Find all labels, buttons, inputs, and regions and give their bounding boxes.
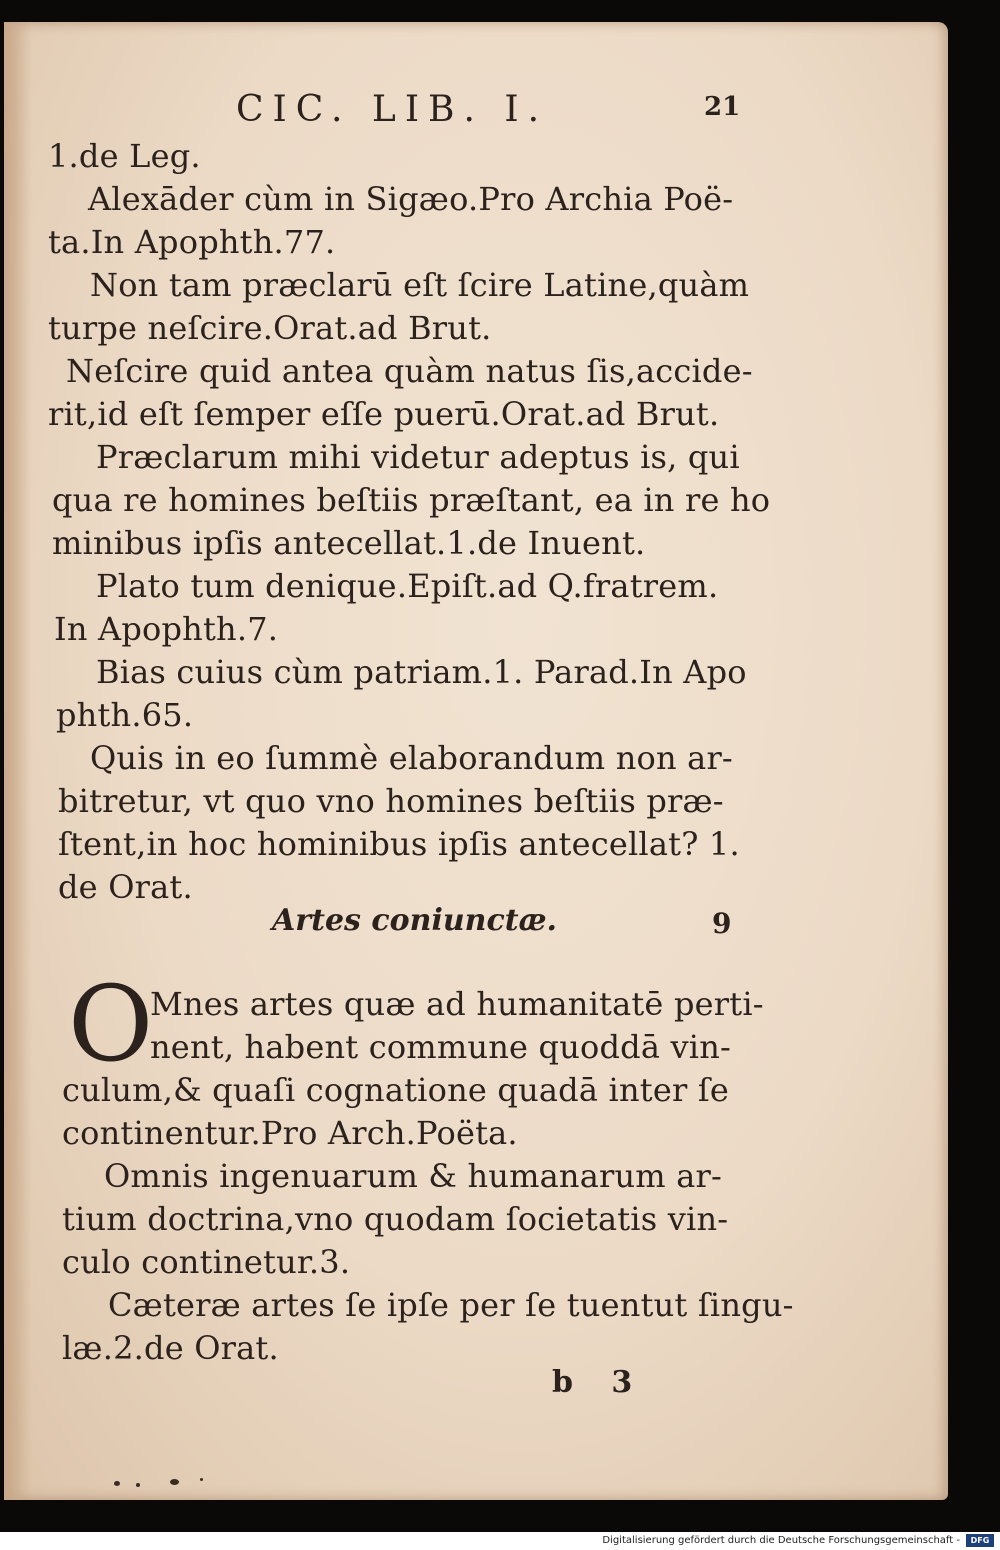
ink-specks	[114, 1477, 224, 1491]
text-line: qua re homines beſtiis præſtant, ea in re ho	[52, 481, 771, 519]
text-line: continentur.Pro Arch.Poëta.	[62, 1114, 518, 1152]
text-line: Bias cuius cùm patriam.1. Parad.In Apo	[96, 653, 747, 691]
text-line: ſtent,in hoc hominibus ipſis antecellat? 1.	[58, 825, 740, 863]
text-line: 1.de Leg.	[48, 137, 201, 175]
section-heading: Artes coniunctæ.	[272, 903, 557, 938]
text-line: Mnes artes quæ ad humanitatē perti-	[150, 985, 764, 1023]
text-line: ta.In Apophth.77.	[48, 223, 336, 261]
text-line: minibus ipſis antecellat.1.de Inuent.	[52, 524, 646, 562]
text-line: læ.2.de Orat.	[62, 1329, 279, 1367]
text-line: rit,id eſt ſemper eſſe puerū.Orat.ad Brut.	[48, 395, 720, 433]
page-gutter-shadow	[4, 22, 32, 1500]
text-line: de Orat.	[58, 868, 193, 906]
book-page	[4, 22, 948, 1500]
text-line: Quis in eo ſummè elaborandum non ar-	[90, 739, 733, 777]
text-line: tium doctrina,vno quodam ſocietatis vin-	[62, 1200, 729, 1238]
text-line: culo continetur.3.	[62, 1243, 351, 1281]
text-line: turpe neſcire.Orat.ad Brut.	[48, 309, 492, 347]
text-line: nent, habent commune quoddā vin-	[150, 1028, 732, 1066]
text-line: Cæteræ artes ſe ipſe per ſe tuentut ſingu-	[108, 1286, 794, 1324]
text-line: Non tam præclarū eſt ſcire Latine,quàm	[90, 266, 750, 304]
text-line: phth.65.	[56, 696, 194, 734]
funding-notice: Digitalisierung gefördert durch die Deutsche Forschungsgemeinschaft -	[602, 1535, 960, 1546]
text-line: Neſcire quid antea quàm natus ſis,accide-	[66, 352, 753, 390]
running-head: CIC. LIB. I.	[236, 89, 549, 130]
text-line: culum,& quaſi cognatione quadā inter ſe	[62, 1071, 730, 1109]
section-number: 9	[712, 907, 732, 940]
signature-mark: b 3	[552, 1365, 647, 1400]
text-line: Omnis ingenuarum & humanarum ar-	[104, 1157, 722, 1195]
digitization-footer	[0, 1532, 1000, 1550]
text-line: bitretur, vt quo vno homines beſtiis præ-	[58, 782, 724, 820]
text-line: Præclarum mihi videtur adeptus is, qui	[96, 438, 740, 476]
page-number: 21	[704, 92, 741, 122]
text-line: Plato tum denique.Epiſt.ad Q.fratrem.	[96, 567, 719, 605]
text-line: Alexāder cùm in Sigæo.Pro Archia Poë-	[88, 180, 734, 218]
drop-cap: O	[68, 963, 154, 1085]
dfg-logo-icon: DFG	[966, 1534, 994, 1547]
text-line: In Apophth.7.	[54, 610, 279, 648]
